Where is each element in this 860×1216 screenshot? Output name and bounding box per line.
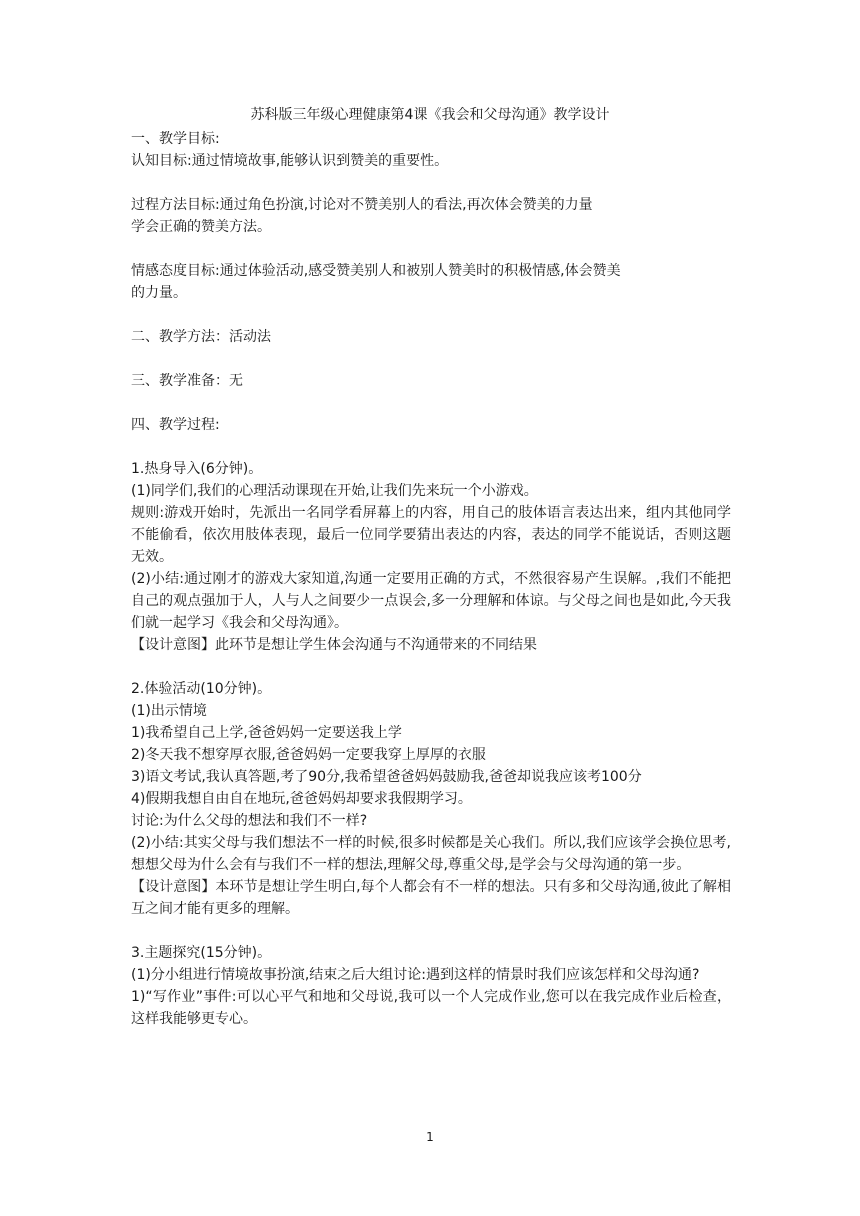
emotion-goal-line-2: 的力量。	[131, 285, 187, 301]
part1-heading: 1.热身导入(6分钟)。	[131, 461, 263, 477]
part2-situation-4: 4)假期我想自由自在地玩,爸爸妈妈却要求我假期学习。	[131, 791, 472, 807]
part2-design-intent: 【设计意图】本环节是想让学生明白,每个人都会有不一样的想法。只有多和父母沟通,彼此了解相互之间才能有更多的理解。	[131, 879, 731, 917]
section-heading-goals: 一、教学目标:	[131, 131, 220, 147]
part2-paragraph-1: (1)出示情境	[131, 703, 207, 719]
part3-event-1: 1)“写作业”事件:可以心平气和地和父母说,我可以一个人完成作业,您可以在我完成作业后检查，这样我能够更专心。	[131, 989, 731, 1027]
document-body	[131, 128, 731, 1030]
part2-situation-1: 1)我希望自己上学,爸爸妈妈一定要送我上学	[131, 725, 402, 741]
part2-situation-3: 3)语文考试,我认真答题,考了90分,我希望爸爸妈妈鼓励我,爸爸却说我应该考100分	[131, 769, 642, 785]
emotion-goal-line-1: 情感态度目标:通过体验活动,感受赞美别人和被别人赞美时的积极情感,体会赞美	[131, 263, 621, 279]
document-title: 苏科版三年级心理健康第4课《我会和父母沟通》教学设计	[250, 107, 610, 123]
part3-paragraph-1: (1)分小组进行情境故事扮演,结束之后大组讨论:遇到这样的情景时我们应该怎样和父母沟通?	[131, 967, 700, 983]
process-goal-line-2: 学会正确的赞美方法。	[131, 219, 271, 235]
part2-heading: 2.体验活动(10分钟)。	[131, 681, 272, 697]
part3-heading: 3.主题探究(15分钟)。	[131, 945, 272, 961]
section-heading-process: 四、教学过程:	[131, 417, 220, 433]
section-heading-preparation: 三、教学准备：无	[131, 373, 243, 389]
part1-paragraph-1: (1)同学们,我们的心理活动课现在开始,让我们先来玩一个小游戏。	[131, 483, 538, 499]
process-goal-line-1: 过程方法目标:通过角色扮演,讨论对不赞美别人的看法,再次体会赞美的力量	[131, 197, 593, 213]
section-heading-method: 二、教学方法：活动法	[131, 329, 271, 345]
page-number: 1	[426, 1130, 434, 1144]
part1-design-intent: 【设计意图】此环节是想让学生体会沟通与不沟通带来的不同结果	[131, 637, 537, 653]
part1-rules: 规则:游戏开始时，先派出一名同学看屏幕上的内容，用自己的肢体语言表达出来，组内其他同学不能偷看，依次用肢体表现，最后一位同学要猜出表达的内容，表达的同学不能说话，否则这题无效。	[131, 505, 731, 565]
part1-summary: (2)小结:通过刚才的游戏大家知道,沟通一定要用正确的方式，不然很容易产生误解。,我们不能把自己的观点强加于人，人与人之间要少一点误会,多一分理解和体谅。与父母之间也是如此,今天我们就一起学习《我会和父母沟通》。	[131, 571, 731, 631]
part2-situation-2: 2)冬天我不想穿厚衣服,爸爸妈妈一定要我穿上厚厚的衣服	[131, 747, 486, 763]
cognitive-goal: 认知目标:通过情境故事,能够认识到赞美的重要性。	[131, 153, 449, 169]
part2-discussion: 讨论:为什么父母的想法和我们不一样?	[131, 813, 368, 829]
part2-summary: (2)小结:其实父母与我们想法不一样的时候,很多时候都是关心我们。所以,我们应该学会换位思考,想想父母为什么会有与我们不一样的想法,理解父母,尊重父母,是学会与父母沟通的第一步。	[131, 835, 731, 873]
